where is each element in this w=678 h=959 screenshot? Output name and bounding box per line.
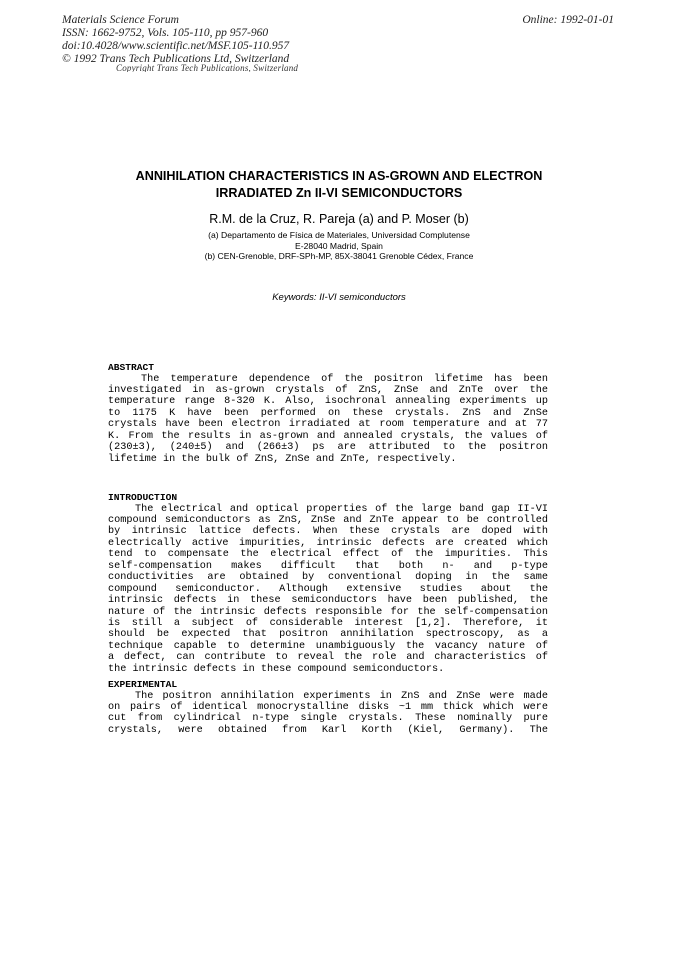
introduction-line: intrinsic defects in these semiconductors have been published, the: [108, 595, 548, 607]
abstract-line: lifetime in the bulk of ZnS, ZnSe and ZnTe, respectively.: [108, 453, 457, 465]
affiliation-b: (b) CEN-Grenoble, DRF-SPh-MP, 85X-38041 Grenoble Cédex, France: [204, 251, 474, 262]
introduction-line: The electrical and optical properties of the large band gap II-VI: [135, 503, 548, 515]
affiliation-a: (a) Departamento de Física de Materiales, Universidad Complutense: [208, 230, 470, 240]
experimental-line: cut from cylindrical n-type single crystals. These nominally pure: [108, 713, 548, 725]
abstract-section: [108, 362, 548, 465]
introduction-line: electrically active impurities, intrinsic defects are created which: [108, 537, 548, 549]
keywords: Keywords: II-VI semiconductors: [272, 292, 406, 303]
introduction-line: is still a subject of considerable interest [1,2]. Therefore, it: [108, 618, 548, 630]
affiliations: [0, 230, 678, 262]
introduction-heading: INTRODUCTION: [108, 492, 178, 503]
paper-title: [0, 168, 678, 201]
issn-line: ISSN: 1662-9752, Vols. 105-110, pp 957-960: [62, 27, 269, 39]
abstract-line: to 1175 K have been performed on these crystals. ZnS and ZnSe: [108, 407, 548, 419]
authors: R.M. de la Cruz, R. Pareja (a) and P. Moser (b): [209, 212, 469, 226]
abstract-line: K. From the results in as-grown and annealed crystals, the values of: [108, 430, 548, 442]
experimental-heading: EXPERIMENTAL: [108, 679, 178, 690]
title-line-2: IRRADIATED Zn II-VI SEMICONDUCTORS: [215, 185, 463, 200]
introduction-line: compound semiconductor. Although extensive studies about the: [108, 583, 548, 595]
experimental-line: crystals, were obtained from Karl Korth (Kiel, Germany). The: [108, 724, 548, 736]
introduction-line: a defect, can contribute to reveal the role and characteristics of: [108, 652, 548, 664]
citation-header: [62, 14, 289, 66]
experimental-body: [108, 691, 548, 737]
introduction-line: by intrinsic lattice defects. When these crystals are doped with: [108, 526, 548, 538]
online-date: Online: 1992-01-01: [522, 14, 614, 26]
introduction-line: nature of the intrinsic defects responsible for the self-compensation: [108, 606, 548, 618]
doi-line: doi:10.4028/www.scientific.net/MSF.105-110.957: [62, 40, 290, 52]
introduction-line: technique capable to determine unambiguously the vacancy nature of: [108, 640, 548, 652]
introduction-section: [108, 492, 548, 675]
title-line-1: ANNIHILATION CHARACTERISTICS IN AS-GROWN AND ELECTRON: [135, 169, 543, 183]
copyright-line: Copyright Trans Tech Publications, Switzerland: [116, 63, 299, 72]
introduction-line: compound semiconductors as ZnS, ZnSe and ZnTe appear to be controlled: [108, 514, 548, 526]
abstract-line: temperature range 8-320 K. Also, isochronal annealing experiments up: [108, 396, 548, 408]
experimental-section: [108, 679, 548, 736]
affiliation-a-address: E-28040 Madrid, Spain: [295, 240, 383, 251]
introduction-line: tend to compensate the electrical effect of the impurities. This: [108, 549, 548, 561]
abstract-line: (230±3), (240±5) and (266±3) ps are attributed to the positron: [108, 442, 548, 454]
introduction-line: should be expected that positron annihilation spectroscopy, as a: [108, 629, 548, 641]
introduction-body: [108, 504, 548, 676]
experimental-line: The positron annihilation experiments in ZnS and ZnSe were made: [135, 690, 548, 702]
introduction-line: conductivities are obtained by conventional doping in the same: [108, 572, 548, 584]
abstract-line: investigated in as-grown crystals of ZnS, ZnSe and ZnTe over the: [108, 384, 548, 396]
abstract-body: [108, 374, 548, 466]
publisher-line: © 1992 Trans Tech Publications Ltd, Switzerland: [62, 53, 290, 65]
experimental-line: on pairs of identical monocrystalline disks ~1 mm thick which were: [108, 701, 548, 713]
introduction-line: self-compensation makes difficult that both n- and p-type: [108, 560, 548, 572]
abstract-line: crystals have been electron irradiated at room temperature and at 77: [108, 419, 548, 431]
abstract-line: The temperature dependence of the positron lifetime has been: [141, 373, 548, 385]
abstract-heading: ABSTRACT: [108, 362, 155, 373]
introduction-line: the intrinsic defects in these compound semiconductors.: [108, 663, 445, 675]
journal-name: Materials Science Forum: [62, 14, 179, 26]
